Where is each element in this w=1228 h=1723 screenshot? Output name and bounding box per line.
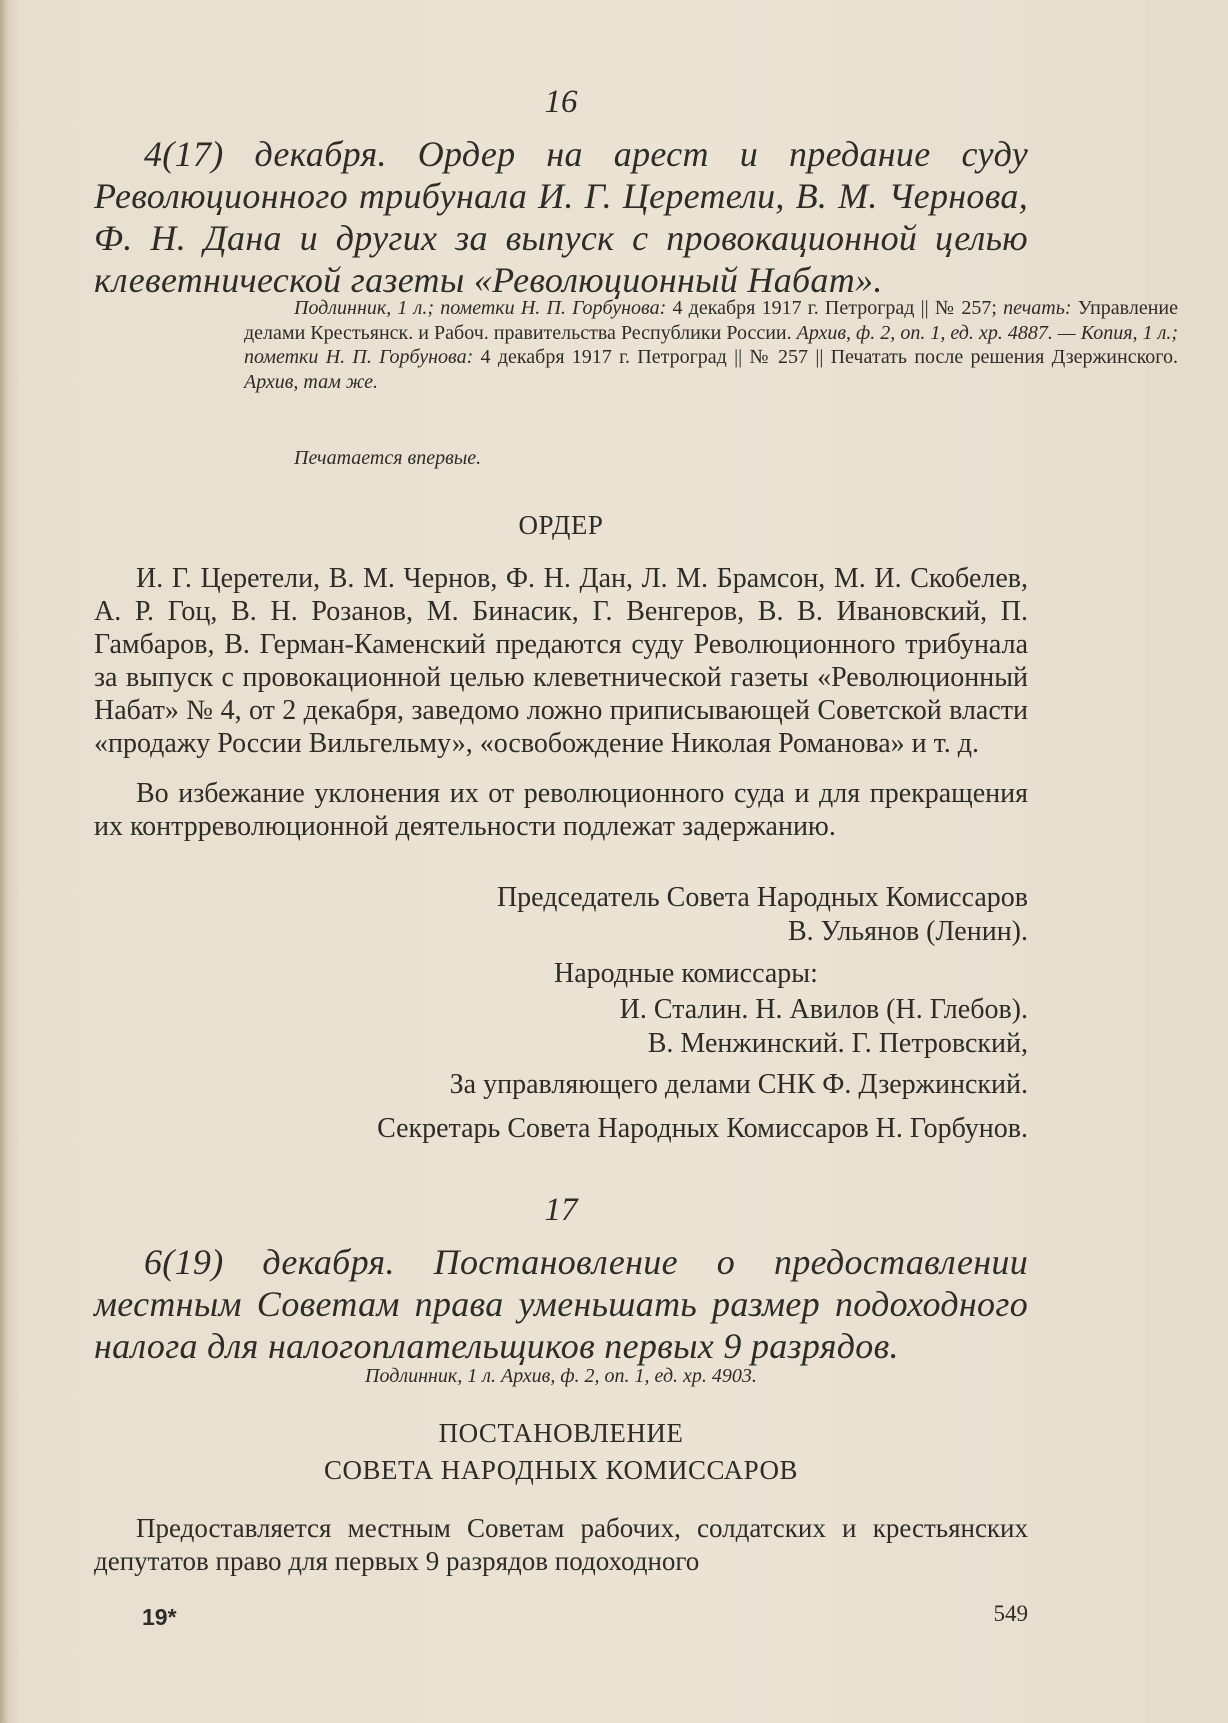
document-heading-16: 4(17) декабря. Ордер на арест и предание суду Революционного трибунала И. Г. Церетели, В. М. Чернова, Ф. Н. Дана и других за выпуск с провокационной целью клеветнической газеты «Революционный Набат».: [94, 134, 1028, 300]
publication-note: Печатается впервые.: [294, 447, 482, 469]
signature-mark: 19*: [142, 1604, 177, 1630]
source-part: Архив, ф. 2, оп. 1, ед. хр. 4887. — Копия, 1 л.; пометки Н. П. Горбунова:: [244, 321, 1178, 368]
section-title-resolution-1: ПОСТАНОВЛЕНИЕ: [438, 1418, 684, 1448]
signature-commissars-label: Народные комиссары:: [554, 958, 818, 989]
source-note-16: [94, 296, 1178, 394]
source-part: печать:: [1003, 297, 1072, 319]
signature-chair-name: В. Ульянов (Ленин).: [788, 916, 1028, 947]
source-part: Подлинник, 1 л.; пометки Н. П. Горбунова:: [294, 297, 667, 319]
page-number: 549: [993, 1601, 1028, 1626]
signature-commissars-line-2: В. Менжинский. Г. Петровский,: [647, 1028, 1028, 1059]
document-heading-17: 6(19) декабря. Постановление о предоставлении местным Советам права уменьшать размер подоходного налога для налогоплательщиков первых 9 разрядов.: [94, 1242, 1028, 1366]
source-part: Управление делами Крестьянск. и Рабоч. правительства Республики России.: [244, 297, 1179, 344]
book-spine-shadow: [0, 0, 8, 1723]
document-number-17: 17: [544, 1192, 578, 1228]
order-paragraph-2: Во избежание уклонения их от революционного суда и для прекращения их контрреволюционной деятельности подлежат задержанию.: [94, 778, 1028, 842]
signature-commissars-line-1: И. Сталин. Н. Авилов (Н. Глебов).: [619, 994, 1028, 1025]
source-part: 4 декабря 1917 г. Петроград || № 257;: [666, 297, 1004, 319]
source-part: Архив, там же.: [244, 370, 379, 393]
resolution-paragraph: Предоставляется местным Советам рабочих, солдатских и крестьянских депутатов право для первых 9 разрядов подоходного: [94, 1513, 1028, 1576]
source-part: 4 декабря 1917 г. Петроград || № 257 || Печатать после решения Дзержинского.: [473, 346, 1178, 368]
section-title-resolution-2: СОВЕТА НАРОДНЫХ КОМИССАРОВ: [324, 1455, 798, 1485]
signature-manager: За управляющего делами СНК Ф. Дзержинский.: [449, 1069, 1028, 1100]
section-title-order: ОРДЕР: [518, 510, 604, 540]
source-note-17: Подлинник, 1 л. Архив, ф. 2, оп. 1, ед. хр. 4903.: [365, 1365, 757, 1387]
signature-secretary: Секретарь Совета Народных Комиссаров Н. Горбунов.: [377, 1113, 1028, 1144]
document-number-16: 16: [544, 84, 578, 120]
order-paragraph-1: И. Г. Церетели, В. М. Чернов, Ф. Н. Дан, Л. М. Брамсон, М. И. Скобелев, А. Р. Гоц, В. Н. Розанов, М. Бинасик, Г. Венгеров, В. В. Ивановский, П. Гамбаров, В. Герман-Каменский предаются суду Революционного трибунала за выпуск с провокационной целью клеветнической газеты «Революционный Набат» № 4, от 2 декабря, заведомо ложно приписывающей Советской власти «продажу России Вильгельму», «освобождение Николая Романова» и т. д.: [94, 563, 1028, 759]
signature-chair-title: Председатель Совета Народных Комиссаров: [496, 882, 1028, 913]
